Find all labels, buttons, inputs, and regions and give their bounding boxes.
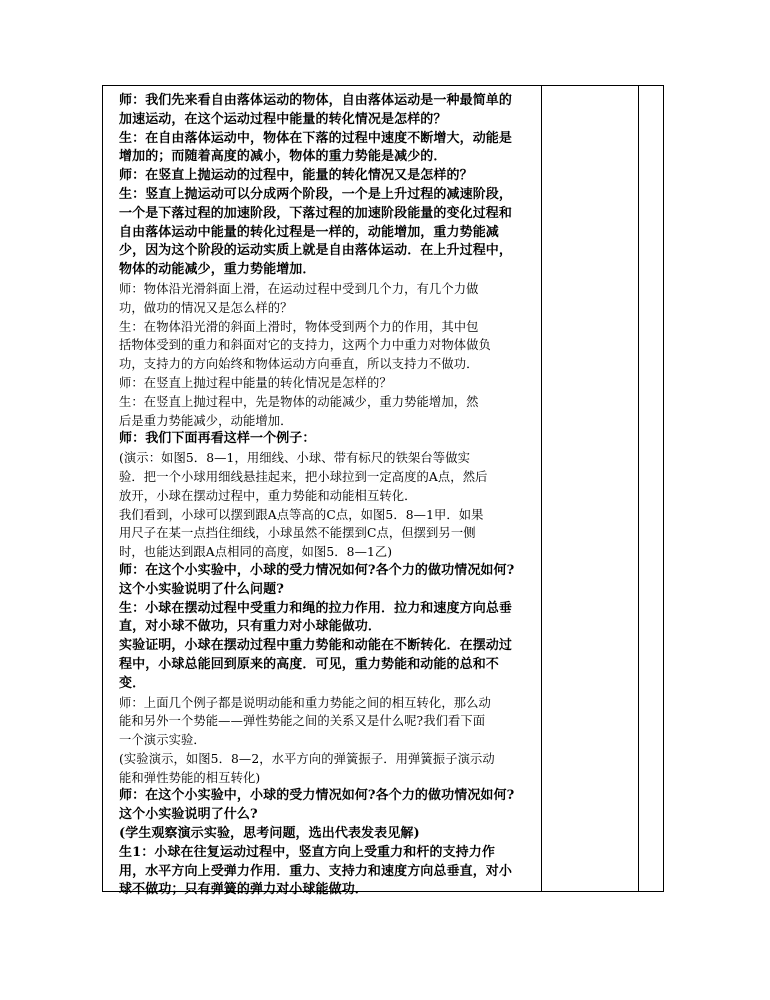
text-line: 师：在这个小实验中，小球的受力情况如何?各个力的做功情况如何?	[119, 562, 515, 578]
text-line: 程中，小球总能回到原来的高度．可见，重力势能和动能的总和不	[119, 656, 499, 672]
text-line: 生：在物体沿光滑的斜面上滑时，物体受到两个力的作用，其中包	[119, 319, 479, 334]
text-line: 增加的；而随着高度的减小，物体的重力势能是减少的．	[119, 149, 447, 165]
text-line: 我们看到，小球可以摆到跟A点等高的C点，如图5．8—1甲．如果	[119, 507, 484, 522]
text-line: (实验演示，如图5．8—2，水平方向的弹簧振子．用弹簧振子演示动	[119, 751, 495, 766]
column-divider	[638, 86, 639, 891]
text-line: 生：在自由落体运动中，物体在下落的过程中速度不断增大，动能是	[119, 130, 513, 146]
text-line: 生：竖直上抛运动可以分成两个阶段，一个是上升过程的减速阶段，	[119, 186, 513, 202]
text-line: 功，做功的情况又是怎么样的？	[119, 300, 293, 315]
text-line: 自由落体运动中能量的转化过程是一样的，动能增加，重力势能减	[119, 224, 499, 240]
lesson-content	[119, 92, 543, 900]
text-line: 验．把一个小球用细线悬挂起来，把小球拉到一定高度的A点，然后	[119, 469, 488, 484]
text-line: 师：在竖直上抛过程中能量的转化情况是怎样的？	[119, 375, 392, 390]
text-line: 能和弹性势能的相互转化)	[119, 770, 261, 785]
text-line: 生：在竖直上抛过程中，先是物体的动能减少，重力势能增加，然	[119, 394, 479, 409]
text-line: 生1：小球在往复运动过程中，竖直方向上受重力和杆的支持力作	[119, 844, 495, 860]
text-line: 这个小实验说明了什么问题?	[119, 581, 284, 597]
text-line: 物体的动能减少，重力势能增加．	[119, 262, 316, 278]
text-line: 师：物体沿光滑斜面上滑，在运动过程中受到几个力，有几个力做	[119, 281, 479, 296]
text-line: (演示：如图5．8—1，用细线、小球、带有标尺的铁架台等做实	[119, 451, 470, 466]
text-line: 放开，小球在摆动过程中，重力势能和动能相互转化．	[119, 488, 417, 503]
text-line: 变．	[119, 675, 146, 691]
text-line: 后是重力势能减少，动能增加．	[119, 413, 293, 428]
text-line: 师：在竖直上抛运动的过程中，能量的转化情况又是怎样的？	[119, 168, 473, 184]
text-line: 括物体受到的重力和斜面对它的支持力，这两个力中重力对物体做负	[119, 338, 491, 353]
text-line: 功，支持力的方向始终和物体运动方向垂直，所以支持力不做功．	[119, 357, 479, 372]
lesson-table	[102, 85, 664, 898]
text-line: 用，水平方向上受弹力作用．重力、支持力和速度方向总垂直，对小	[119, 863, 513, 879]
text-line: 师：我们下面再看这样一个例子：	[119, 431, 316, 447]
text-line: 师：我们先来看自由落体运动的物体，自由落体运动是一种最简单的	[119, 93, 513, 108]
text-line: 实验证明，小球在摆动过程中重力势能和动能在不断转化．在摆动过	[119, 638, 513, 654]
text-line: 球不做功；只有弹簧的弹力对小球能做功．	[119, 882, 368, 898]
text-line: 用尺子在某一点挡住细线，小球虽然不能摆到C点，但摆到另一侧	[119, 526, 476, 541]
text-line: 能和另外一个势能——弹性势能之间的关系又是什么呢?我们看下面	[119, 714, 486, 729]
text-line: 时，也能达到跟A点相同的高度，如图5．8—1乙)	[119, 545, 393, 560]
text-line: 师：上面几个例子都是说明动能和重力势能之间的相互转化，那么动	[119, 695, 491, 710]
text-line: 一个是下落过程的加速阶段，下落过程的加速阶段能量的变化过程和	[119, 205, 513, 221]
text-line: 师：在这个小实验中，小球的受力情况如何?各个力的做功情况如何?	[119, 788, 515, 804]
text-line: 直，对小球不做功，只有重力对小球能做功．	[119, 619, 382, 635]
text-line: 这个小实验说明了什么?	[119, 807, 258, 823]
text-line: 加速运动，在这个运动过程中能量的转化情况是怎样的？	[119, 111, 447, 127]
text-line: 生：小球在摆动过程中受重力和绳的拉力作用．拉力和速度方向总垂	[119, 600, 513, 616]
text-line: (学生观察演示实验，思考问题，选出代表发表见解)	[119, 826, 420, 842]
text-line: 一个演示实验．	[119, 733, 206, 748]
text-line: 少，因为这个阶段的运动实质上就是自由落体运动．在上升过程中，	[119, 243, 513, 259]
